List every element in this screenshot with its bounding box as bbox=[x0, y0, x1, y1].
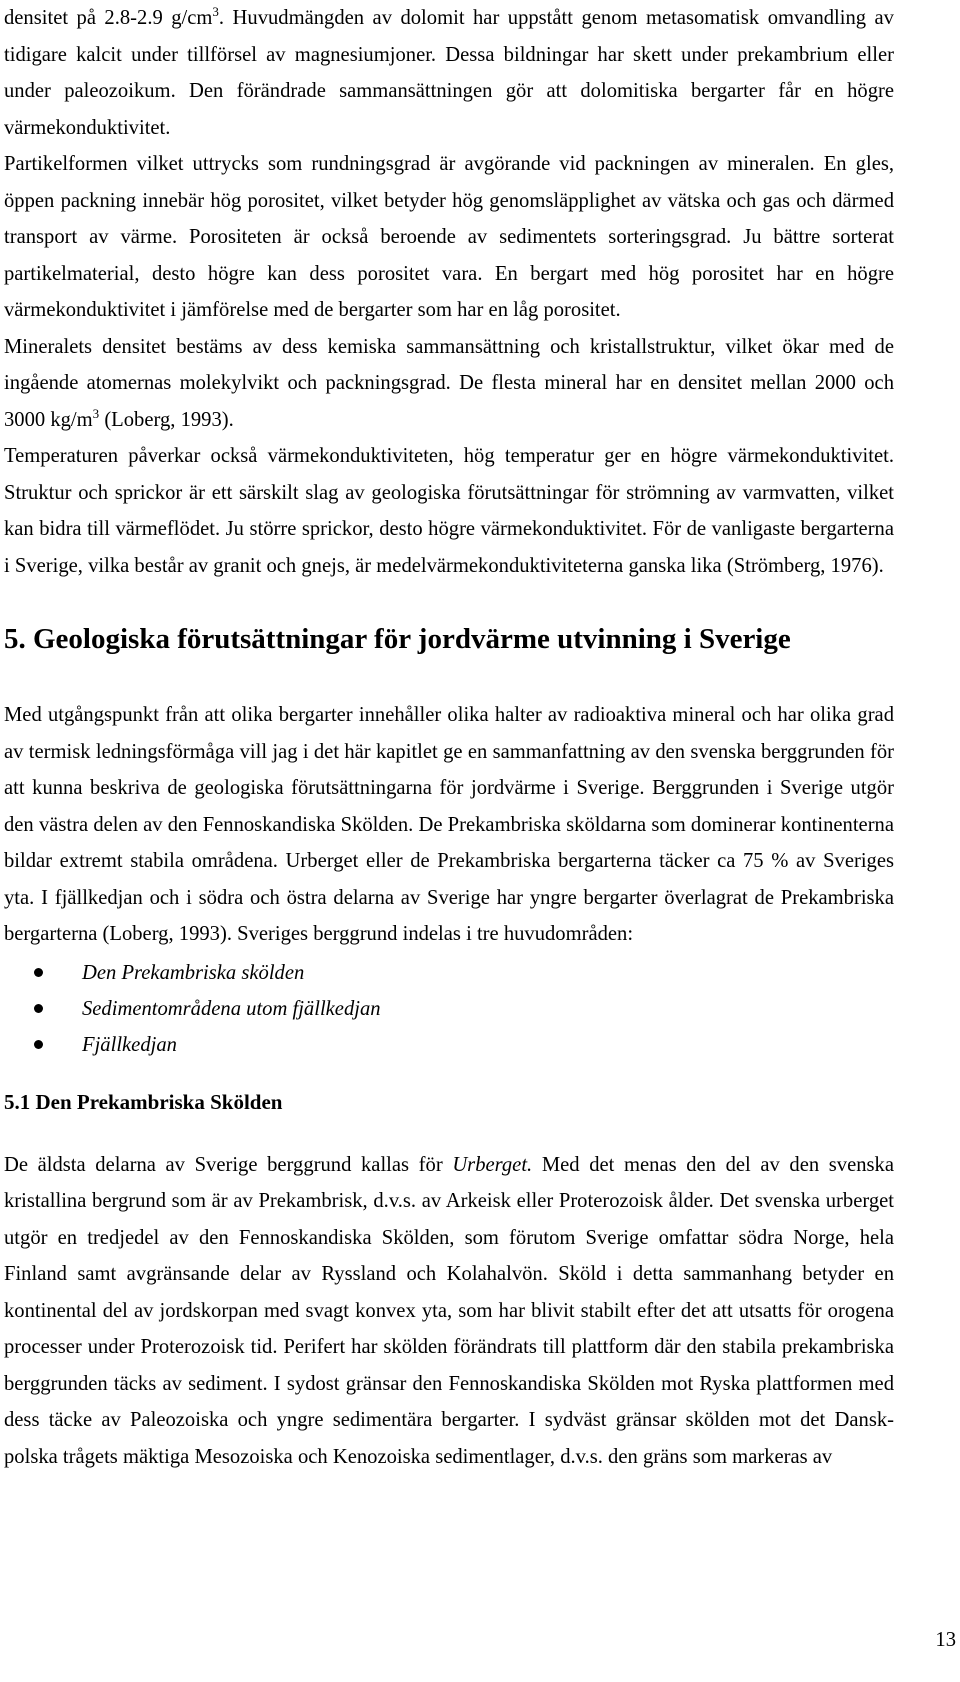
paragraph-dolomite-part1: densitet på 2.8-2.9 g/cm bbox=[4, 7, 213, 29]
paragraph-mineral-density-part1: Mineralets densitet bestäms av dess kemiska sammansättning och kristallstruktur, vilket ökar med de ingående atomernas molekylvikt och packningsgrad. De flesta mineral har en densitet mellan 2000 och 3000 kg/m bbox=[4, 335, 894, 431]
list-item-label: Fjällkedjan bbox=[82, 1033, 177, 1056]
superscript-3: 3 bbox=[92, 405, 100, 421]
paragraph-mineral-density bbox=[4, 329, 894, 439]
bedrock-areas-list bbox=[4, 955, 894, 1063]
section-heading-5: 5. Geologiska förutsättningar för jordvärme utvinning i Sverige bbox=[4, 623, 791, 655]
paragraph-bedrock-intro: Med utgångspunkt från att olika bergarter innehåller olika halter av radioaktiva mineral och har olika grad av termisk ledningsförmåga vill jag i det här kapitlet ge en sammanfattning av den svenska berggrunden för att kunna beskriva de geologiska förutsättningarna för jordvärme i Sverige. Berggrunden i Sverige utgör den västra delen av den Fennoskandiska Skölden. De Prekambriska sköldarna som dominerar kontinenterna bildar extremt stabila områdena. Urberget eller de Prekambriska bergarterna täcker ca 75 % av Sveriges yta. I fjällkedjan och i södra och östra delarna av Sverige har yngre bergarter överlagrat de Prekambriska bergarterna (Loberg, 1993). Sveriges berggrund indelas i tre huvudområden: bbox=[4, 704, 894, 945]
paragraph-precambrian-part1: De äldsta delarna av Sverige berggrund kallas för bbox=[4, 1153, 453, 1176]
emphasis-urberget: Urberget. bbox=[452, 1153, 533, 1176]
paragraph-particle-shape: Partikelformen vilket uttrycks som rundningsgrad är avgörande vid packningen av mineralen. En gles, öppen packning innebär hög porositet, vilket betyder hög genomsläpplighet av vätska och gas och därmed transport av värme. Porositeten är också beroende av sedimentets sorteringsgrad. Ju bättre sorterat partikelmaterial, desto högre kan dess porositet vara. En bergart med hög porositet har en högre värmekonduktivitet i jämförelse med de bergarter som har en låg porositet. bbox=[4, 153, 894, 321]
paragraph-dolomite-part2: . Huvudmängden av dolomit har uppstått genom metasomatisk omvandling av tidigare kalcit under tillförsel av magnesiumjoner. Dessa bildningar har skett under prekambrium eller under paleozoikum. Den förändrade sammansättningen gör att dolomitiska bergarter får en högre värmekonduktivitet. bbox=[4, 7, 894, 139]
paragraph-dolomite bbox=[4, 0, 894, 146]
list-item bbox=[4, 1027, 894, 1063]
bullet-icon bbox=[34, 968, 43, 977]
list-item-label: Den Prekambriska skölden bbox=[82, 961, 305, 984]
section-heading-5-1: 5.1 Den Prekambriska Skölden bbox=[4, 1089, 283, 1114]
paragraph-temperature: Temperaturen påverkar också värmekonduktiviteten, hög temperatur ger en högre värmekonduktivitet. Struktur och sprickor är ett särskilt slag av geologiska förutsättningar för strömning av varmvatten, vilket kan bidra till värmeflödet. Ju större sprickor, desto högre värmekonduktivitet. För de vanligaste bergarterna i Sverige, vilka består av granit och gnejs, är medelvärmekonduktiviteterna ganska lika (Strömberg, 1976). bbox=[4, 445, 894, 577]
bullet-icon bbox=[34, 1040, 43, 1049]
paragraph-precambrian-shield bbox=[4, 1147, 894, 1476]
list-item bbox=[4, 991, 894, 1027]
paragraph-precambrian-part2: Med det menas den del av den svenska kristallina bergrund som är av Prekambrisk, d.v.s. av Arkeisk eller Proterozoisk ålder. Det svenska urberget utgör en tredjedel av den Fennoskandiska Skölden, som förutom Sverige omfattar södra Norge, hela Finland samt avgränsande delar av Ryssland och Kolahalvön. Sköld i detta sammanhang betyder en kontinental del av jordskorpan med svagt konvex yta, som har blivit stabilt efter det att utsatts för orogena processer under Proterozoisk tid. Perifert har skölden förändrats till plattform där den stabila prekambriska berggrunden täcks av sediment. I sydost gränsar den Fennoskandiska Skölden mot Ryska plattformen med dess täcke av Paleozoiska och yngre sedimentära bergarter. I sydväst gränsar skölden mot det Dansk- polska trågets mäktiga Mesozoiska och Kenozoiska sedimentlager, d.v.s. den gräns som markeras av bbox=[4, 1153, 894, 1468]
list-item bbox=[4, 955, 894, 991]
bullet-icon bbox=[34, 1004, 43, 1013]
paragraph-mineral-density-part2: (Loberg, 1993). bbox=[99, 408, 234, 431]
superscript-3: 3 bbox=[212, 4, 219, 20]
page-body bbox=[4, 0, 894, 1475]
list-item-label: Sedimentområdena utom fjällkedjan bbox=[82, 997, 381, 1020]
page-number: 13 bbox=[935, 1629, 956, 1651]
